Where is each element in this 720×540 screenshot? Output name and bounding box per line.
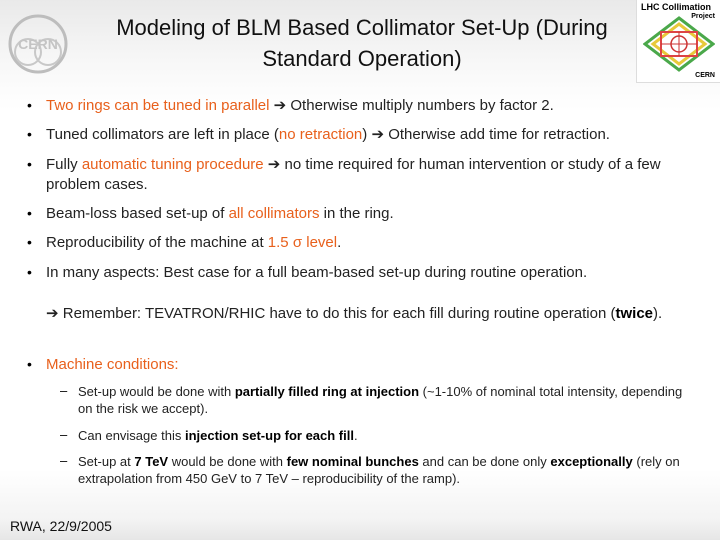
bullet-marker: • bbox=[27, 126, 32, 142]
project-logo-line2: Project bbox=[691, 13, 715, 20]
bullet-text: Beam-loss based set-up of bbox=[46, 205, 229, 222]
sub-item-partial-ring bbox=[78, 383, 698, 417]
bullet-parallel-rings bbox=[46, 96, 696, 116]
remember-text: ). bbox=[653, 305, 663, 322]
emphasis-text: exceptionally bbox=[550, 454, 633, 469]
bullet-text: no time required for human intervention or study of a few problem cases. bbox=[46, 156, 661, 193]
highlight-text: 1.5 σ level bbox=[267, 234, 338, 251]
emphasis-text: twice bbox=[615, 305, 653, 322]
sub-item-text: Set-up would be done with bbox=[78, 384, 235, 399]
bullet-marker: • bbox=[27, 264, 32, 280]
project-logo-line3: CERN bbox=[695, 72, 715, 79]
sub-item-dash: – bbox=[60, 427, 68, 442]
bullet-text: Otherwise add time for retraction. bbox=[384, 126, 610, 143]
bullet-marker: • bbox=[27, 156, 32, 172]
bullet-best-case bbox=[46, 263, 696, 283]
arrow-icon: ➔ bbox=[267, 156, 281, 173]
emphasis-text: injection set-up for each fill bbox=[184, 428, 354, 443]
bullet-reproducibility bbox=[46, 233, 696, 253]
machine-conditions-heading: Machine conditions: bbox=[46, 356, 179, 373]
sub-item-text: . bbox=[353, 428, 358, 443]
arrow-icon: ➔ bbox=[273, 97, 287, 114]
highlight-text: no retraction bbox=[278, 126, 363, 143]
bullet-text: Reproducibility of the machine at bbox=[46, 234, 268, 251]
sub-item-text: Set-up at bbox=[78, 454, 135, 469]
bullet-automatic-tuning bbox=[46, 155, 686, 195]
highlight-text: automatic tuning procedure bbox=[81, 156, 264, 173]
cern-logo-text: CERN bbox=[18, 36, 58, 52]
sub-item-text: (~1-10% of nominal total intensity, depending on the risk we accept). bbox=[78, 384, 683, 416]
bullet-marker: • bbox=[27, 205, 32, 221]
remember-note bbox=[46, 304, 676, 324]
bullet-text: . bbox=[337, 234, 342, 251]
sub-item-dash: – bbox=[60, 453, 68, 468]
emphasis-text: few nominal bunches bbox=[286, 454, 419, 469]
sub-item-text: would be done with bbox=[168, 454, 287, 469]
bullet-marker: • bbox=[27, 97, 32, 113]
remember-text: Remember: TEVATRON/RHIC have to do this for each fill during routine operation ( bbox=[58, 305, 616, 322]
bullet-text: in the ring. bbox=[319, 205, 394, 222]
bullet-all-collimators bbox=[46, 204, 696, 224]
sub-item-text: Can envisage this bbox=[78, 428, 185, 443]
sub-item-injection-setup bbox=[78, 427, 698, 444]
slide-title: Modeling of BLM Based Collimator Set-Up (During Standard Operation) bbox=[116, 15, 608, 71]
emphasis-text: partially filled ring at injection bbox=[234, 384, 420, 399]
bullet-text: Otherwise multiply numbers by factor 2. bbox=[286, 97, 554, 114]
arrow-icon: ➔ bbox=[46, 305, 59, 322]
highlight-text: all collimators bbox=[228, 205, 320, 222]
bullet-marker: • bbox=[27, 234, 32, 250]
sub-item-text: and can be done only bbox=[418, 454, 551, 469]
bullet-text: Two rings can be tuned in parallel bbox=[46, 97, 274, 114]
sub-item-dash: – bbox=[60, 383, 68, 398]
emphasis-text: 7 TeV bbox=[134, 454, 169, 469]
arrow-icon: ➔ bbox=[371, 126, 385, 143]
footer-author-date: RWA, 22/9/2005 bbox=[10, 518, 112, 534]
bullet-text: Fully bbox=[46, 156, 82, 173]
bullet-text: Tuned collimators are left in place ( bbox=[46, 126, 279, 143]
bullet-no-retraction bbox=[46, 125, 696, 145]
sub-item-7tev-setup bbox=[78, 453, 698, 487]
bullet-marker: • bbox=[27, 356, 32, 372]
project-logo-line1: LHC Collimation bbox=[641, 2, 711, 12]
bullet-text: In many aspects: Best case for a full beam-based set-up during routine operation. bbox=[46, 264, 588, 281]
sub-item-text: (rely on extrapolation from 450 GeV to 7 TeV – reproducibility of the ramp). bbox=[78, 454, 680, 486]
bullet-text: ) bbox=[362, 126, 372, 143]
